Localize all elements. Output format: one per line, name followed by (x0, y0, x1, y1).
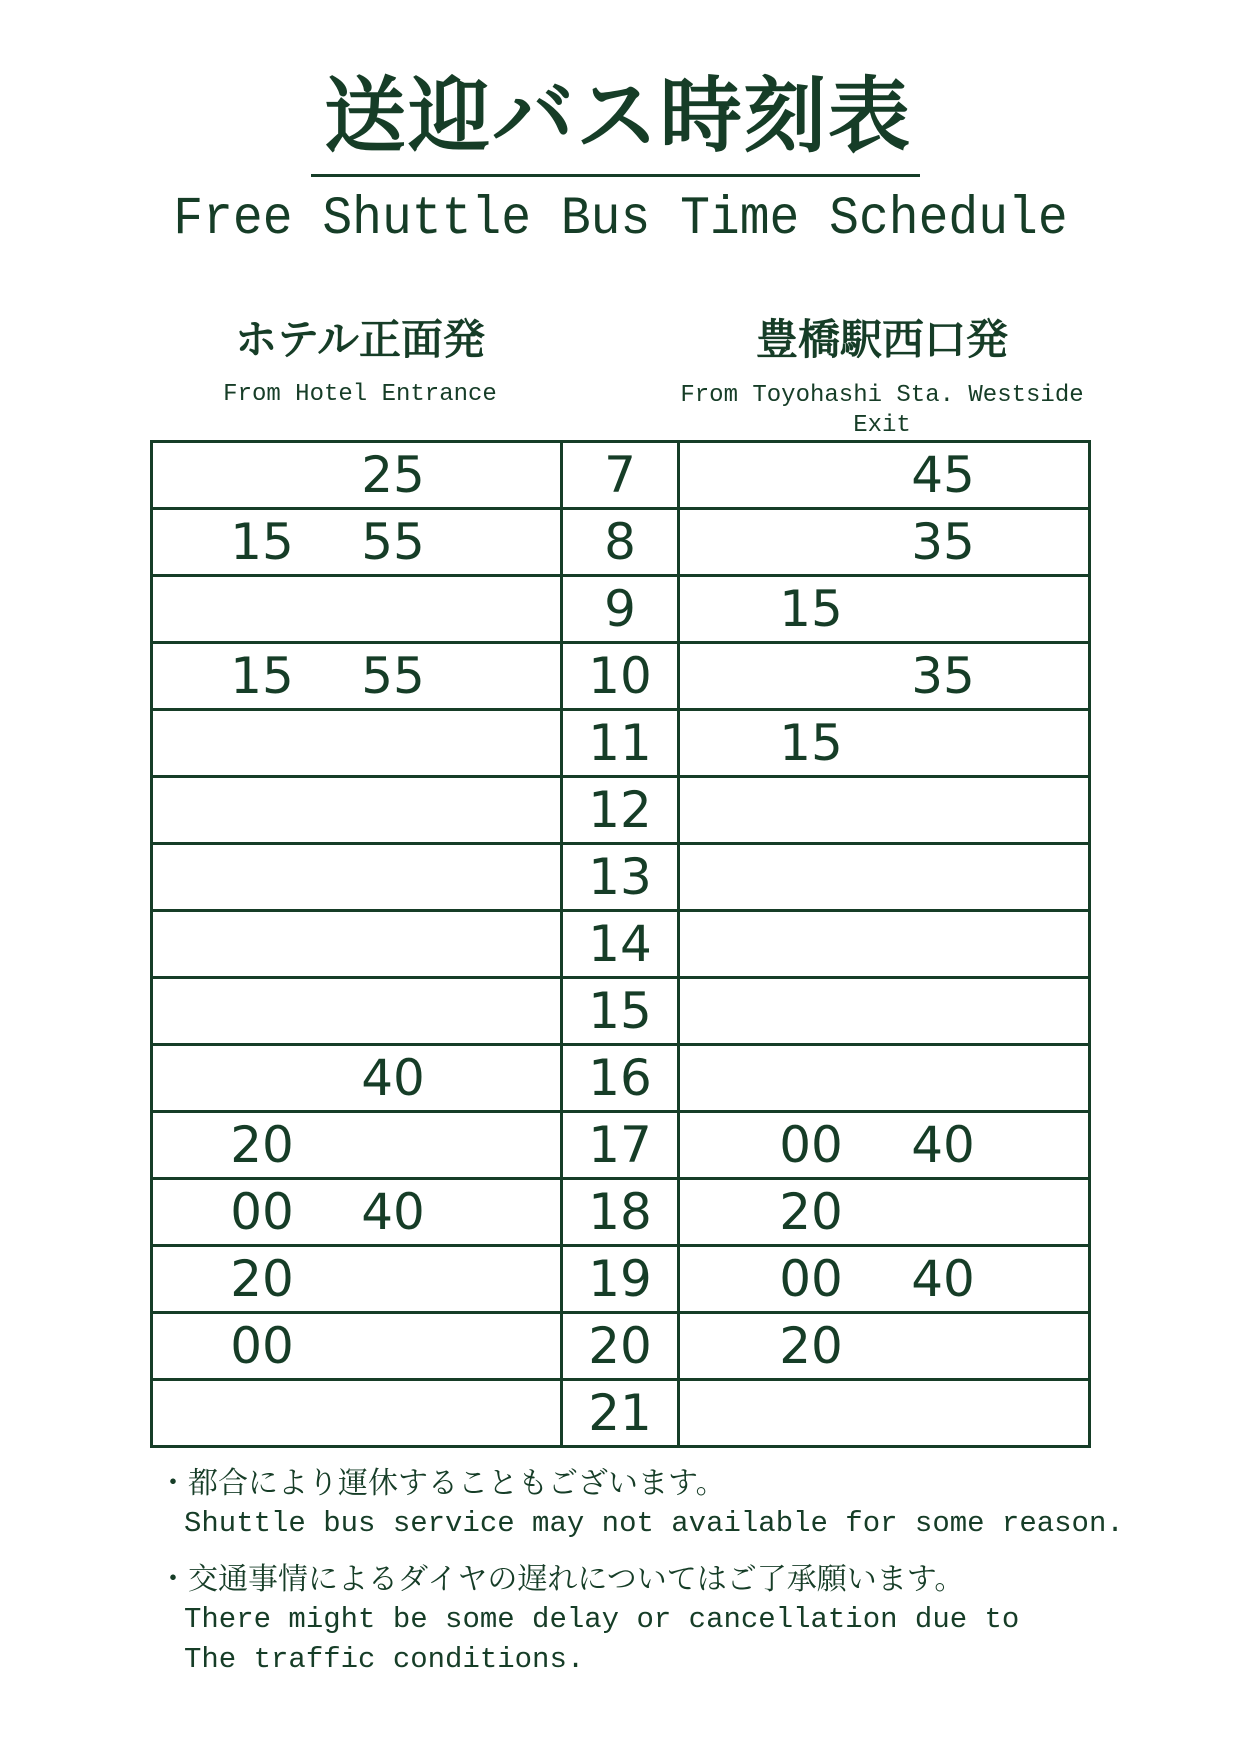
station-departures-cell (680, 1180, 1088, 1244)
hour-cell: 19 (563, 1247, 680, 1311)
hotel-column-subheading: From Hotel Entrance (223, 381, 497, 408)
hotel-departures-cell (153, 778, 563, 842)
departure-minute: 20 (230, 1250, 294, 1308)
hotel-departures-cell (153, 1113, 563, 1177)
hotel-departures-cell (153, 443, 563, 507)
station-departures-cell (680, 979, 1088, 1043)
note-2-en-line-1: There might be some delay or cancellation due to (184, 1603, 1020, 1636)
hour-cell: 13 (563, 845, 680, 909)
station-departures-cell (680, 510, 1088, 574)
hour-cell: 20 (563, 1314, 680, 1378)
bullet: ・ (158, 1466, 188, 1501)
departure-minute: 40 (911, 1250, 975, 1308)
departure-minute: 55 (361, 513, 425, 571)
departure-minute: 15 (230, 513, 294, 571)
station-departures-cell (680, 845, 1088, 909)
hotel-column-heading: ホテル正面発 (235, 315, 485, 364)
hotel-departures-cell (153, 1046, 563, 1110)
hotel-departures-cell (153, 711, 563, 775)
departure-minute: 35 (911, 513, 975, 571)
hour-cell: 7 (563, 443, 680, 507)
note-2-jp: 交通事情によるダイヤの遅れについてはご了承願います。 (188, 1562, 965, 1597)
hour-cell: 21 (563, 1381, 680, 1445)
departure-minute: 00 (230, 1317, 294, 1375)
hour-cell: 17 (563, 1113, 680, 1177)
note-2 (158, 1560, 1124, 1680)
notes (158, 1464, 1124, 1680)
hour-cell: 11 (563, 711, 680, 775)
departure-minute: 15 (779, 714, 843, 772)
hotel-departures-cell (153, 644, 563, 708)
bullet: ・ (158, 1562, 188, 1597)
table-row (153, 711, 1088, 778)
table-row (153, 912, 1088, 979)
table-row (153, 577, 1088, 644)
station-departures-cell (680, 443, 1088, 507)
table-row (153, 1113, 1088, 1180)
table-row (153, 443, 1088, 510)
station-departures-cell (680, 1113, 1088, 1177)
departure-minute: 15 (779, 580, 843, 638)
hotel-departures-cell (153, 1314, 563, 1378)
departure-minute: 40 (361, 1049, 425, 1107)
note-1-en: Shuttle bus service may not available for some reason. (184, 1507, 1124, 1540)
station-departures-cell (680, 644, 1088, 708)
station-departures-cell (680, 778, 1088, 842)
note-1 (158, 1464, 1124, 1544)
station-column-heading: 豊橋駅西口発 (755, 315, 1008, 364)
station-departures-cell (680, 912, 1088, 976)
hour-cell: 16 (563, 1046, 680, 1110)
station-column-subheading: From Toyohashi Sta. Westside Exit (680, 382, 1084, 439)
note-2-en-line-2: The traffic conditions. (184, 1643, 585, 1676)
departure-minute: 00 (779, 1250, 843, 1308)
table-row (153, 644, 1088, 711)
hotel-departures-cell (153, 510, 563, 574)
hour-cell: 8 (563, 510, 680, 574)
departure-minute: 45 (911, 446, 975, 504)
departure-minute: 20 (779, 1317, 843, 1375)
departure-minute: 20 (779, 1183, 843, 1241)
departure-minute: 00 (779, 1116, 843, 1174)
departure-minute: 00 (230, 1183, 294, 1241)
note-1-jp: 都合により運休することもございます。 (188, 1466, 726, 1501)
departure-minute: 40 (911, 1116, 975, 1174)
table-row (153, 979, 1088, 1046)
departure-minute: 40 (361, 1183, 425, 1241)
departure-minute: 25 (361, 446, 425, 504)
hotel-departures-cell (153, 577, 563, 641)
hour-cell: 15 (563, 979, 680, 1043)
hotel-departures-cell (153, 1247, 563, 1311)
hotel-departures-cell (153, 979, 563, 1043)
table-row (153, 845, 1088, 912)
station-departures-cell (680, 577, 1088, 641)
hotel-departures-cell (153, 912, 563, 976)
table-row (153, 1180, 1088, 1247)
timetable (150, 440, 1091, 1448)
station-departures-cell (680, 1381, 1088, 1445)
hour-cell: 10 (563, 644, 680, 708)
departure-minute: 20 (230, 1116, 294, 1174)
departure-minute: 15 (230, 647, 294, 705)
table-row (153, 1381, 1088, 1445)
table-row (153, 1046, 1088, 1113)
departure-minute: 55 (361, 647, 425, 705)
table-row (153, 1314, 1088, 1381)
hour-cell: 12 (563, 778, 680, 842)
page-title-jp: 送迎バス時刻表 (323, 69, 912, 164)
page-title-en: Free Shuttle Bus Time Schedule (173, 189, 1068, 250)
hour-cell: 9 (563, 577, 680, 641)
station-departures-cell (680, 1247, 1088, 1311)
station-departures-cell (680, 711, 1088, 775)
table-row (153, 778, 1088, 845)
departure-minute: 35 (911, 647, 975, 705)
hotel-departures-cell (153, 1180, 563, 1244)
station-departures-cell (680, 1046, 1088, 1110)
table-row (153, 510, 1088, 577)
hotel-departures-cell (153, 845, 563, 909)
hotel-departures-cell (153, 1381, 563, 1445)
station-departures-cell (680, 1314, 1088, 1378)
hour-cell: 18 (563, 1180, 680, 1244)
hour-cell: 14 (563, 912, 680, 976)
table-row (153, 1247, 1088, 1314)
title-divider (311, 174, 920, 177)
